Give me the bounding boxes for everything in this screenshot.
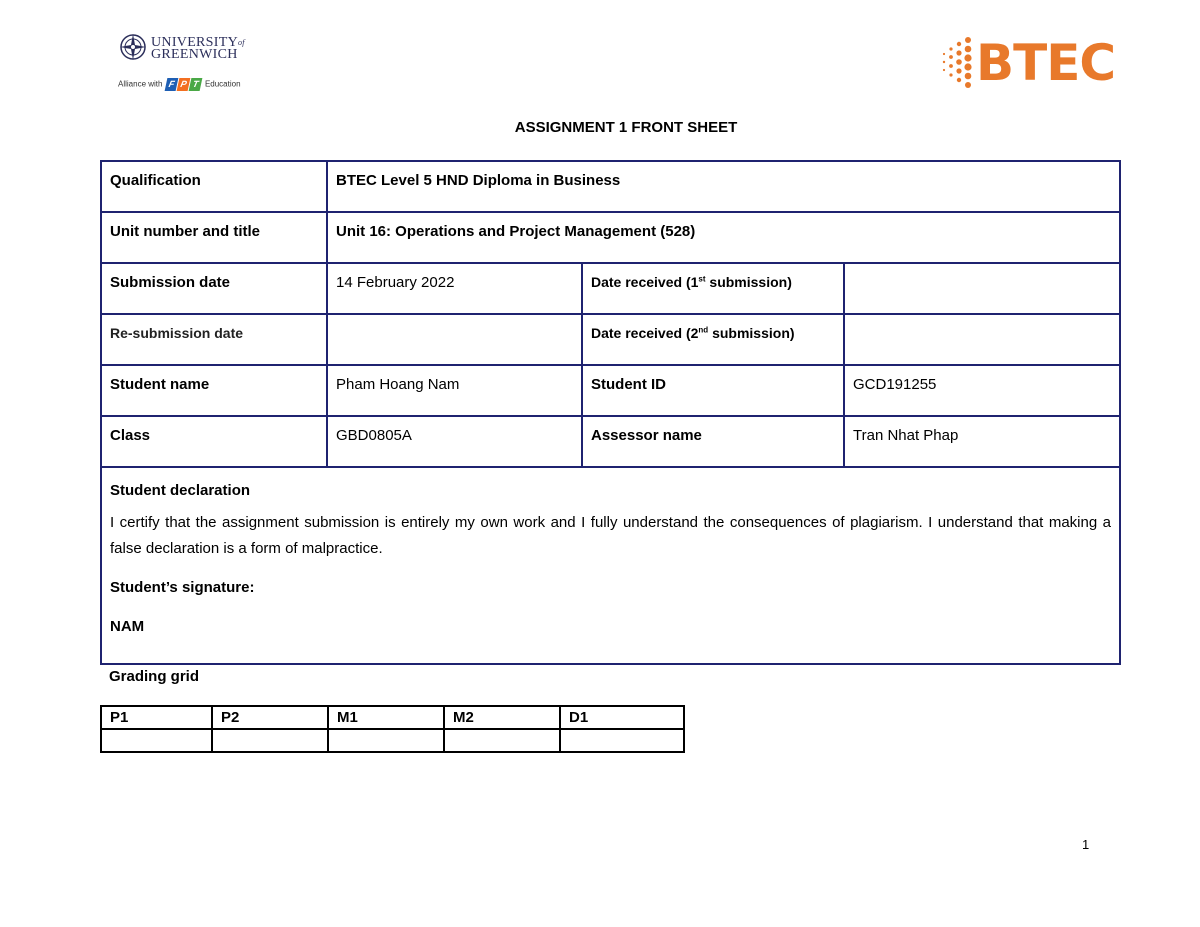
date-received-2-label: Date received (2nd submission) — [582, 314, 844, 365]
grade-header-p1: P1 — [101, 706, 212, 729]
declaration-text: I certify that the assignment submission is entirely my own work and I fully understand the consequences of plagiarism. I understand that making a false declaration is a form of malpractice. — [110, 514, 1112, 557]
submission-row — [101, 263, 1120, 314]
assessor-name-value: Tran Nhat Phap — [844, 416, 1120, 467]
grade-header-m1: M1 — [328, 706, 444, 729]
unit-row — [101, 212, 1120, 263]
grade-header-p2: P2 — [212, 706, 328, 729]
declaration-row — [101, 467, 1120, 664]
page-title: ASSIGNMENT 1 FRONT SHEET — [514, 119, 738, 136]
submission-date-value: 14 February 2022 — [327, 263, 582, 314]
grade-header-d1: D1 — [560, 706, 684, 729]
grade-value-p1 — [101, 729, 212, 752]
submission-date-label: Submission date — [101, 263, 327, 314]
student-id-value: GCD191255 — [844, 365, 1120, 416]
class-row — [101, 416, 1120, 467]
grade-value-m2 — [444, 729, 560, 752]
grade-value-p2 — [212, 729, 328, 752]
alliance-line: Alliance with F P T Education — [118, 79, 241, 89]
grade-value-m1 — [328, 729, 444, 752]
compass-rose-icon — [118, 32, 148, 62]
grading-header-row — [101, 706, 684, 729]
declaration-heading: Student declaration — [110, 482, 251, 499]
date-received-1-label: Date received (1st submission) — [582, 263, 844, 314]
class-value: GBD0805A — [327, 416, 582, 467]
qualification-row — [101, 161, 1120, 212]
university-of-greenwich-logo — [118, 32, 258, 96]
btec-dots-icon — [938, 36, 974, 92]
resubmission-date-label: Re-submission date — [101, 314, 327, 365]
grade-header-m2: M2 — [444, 706, 560, 729]
student-name-label: Student name — [101, 365, 327, 416]
qualification-label: Qualification — [101, 161, 327, 212]
front-sheet-table — [100, 160, 1121, 665]
grading-grid-label: Grading grid — [109, 668, 199, 685]
signature-value: NAM — [110, 618, 145, 635]
grading-value-row — [101, 729, 684, 752]
page-number: 1 — [1082, 837, 1090, 852]
btec-logo — [938, 34, 1122, 94]
class-label: Class — [101, 416, 327, 467]
university-wordmark: $UNIVERSITY^{of}$ — [151, 35, 245, 50]
greenwich-wordmark: GREENWICH — [151, 47, 238, 62]
student-row — [101, 365, 1120, 416]
student-declaration — [101, 467, 1120, 664]
student-id-label: Student ID — [582, 365, 844, 416]
btec-wordmark: BTEC — [976, 34, 1116, 92]
fpt-logo: F P T — [166, 78, 202, 91]
date-received-2-value — [844, 314, 1120, 365]
student-name-value: Pham Hoang Nam — [327, 365, 582, 416]
grade-value-d1 — [560, 729, 684, 752]
resubmission-date-value — [327, 314, 582, 365]
unit-value: Unit 16: Operations and Project Management (528) — [327, 212, 1120, 263]
unit-label: Unit number and title — [101, 212, 327, 263]
resubmission-row — [101, 314, 1120, 365]
grading-grid — [100, 705, 685, 753]
signature-label: Student’s signature: — [110, 579, 255, 596]
date-received-1-value — [844, 263, 1120, 314]
assessor-name-label: Assessor name — [582, 416, 844, 467]
qualification-value: BTEC Level 5 HND Diploma in Business — [327, 161, 1120, 212]
